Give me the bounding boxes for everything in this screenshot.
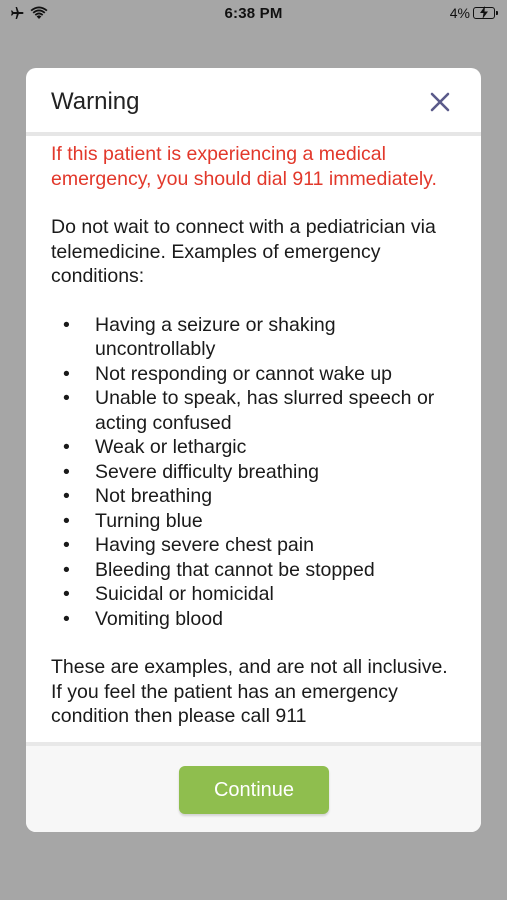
bullet: •: [63, 313, 70, 336]
emergency-warning-text: If this patient is experiencing a medical emergency, you should dial 911 immediately.: [51, 143, 437, 190]
list-item-text: Unable to speak, has slurred speech or acting confused: [95, 387, 435, 434]
dialog-footer: [26, 742, 481, 832]
bullet: •: [63, 558, 70, 581]
continue-button[interactable]: Continue: [179, 766, 329, 814]
list-item: [51, 509, 461, 534]
bullet: •: [63, 607, 70, 630]
bullet: •: [63, 509, 70, 532]
status-bar: [0, 0, 507, 30]
list-item: [51, 386, 461, 435]
bullet: •: [63, 534, 70, 556]
dialog-title: Warning: [51, 88, 140, 115]
list-item-text: Having a seizure or shaking uncontrollably: [95, 313, 336, 360]
list-item: [51, 484, 461, 509]
dialog-body[interactable]: [51, 142, 461, 734]
list-item: [51, 607, 461, 632]
close-button[interactable]: [427, 89, 453, 115]
dialog-header: [26, 68, 481, 136]
list-item-text: Having severe chest pain: [95, 534, 314, 556]
warning-dialog: [26, 68, 481, 832]
bullet: •: [63, 460, 70, 483]
list-item-text: Suicidal or homicidal: [95, 583, 274, 605]
emergency-examples-list: [51, 313, 461, 632]
list-item-text: Weak or lethargic: [95, 436, 247, 458]
list-item: [51, 533, 461, 558]
list-item: [51, 313, 461, 362]
list-item: [51, 362, 461, 387]
list-item-text: Severe difficulty breathing: [95, 460, 320, 483]
battery-percent: 4%: [449, 5, 470, 21]
bullet: •: [63, 436, 70, 458]
status-right: [450, 5, 495, 21]
bullet: •: [63, 583, 70, 605]
list-item: [51, 582, 461, 607]
list-item-text: Not breathing: [95, 485, 213, 507]
battery-charging-icon: [473, 7, 495, 19]
status-time: 6:38 PM: [224, 5, 283, 22]
bullet: •: [63, 485, 70, 507]
list-item-text: Not responding or cannot wake up: [95, 362, 393, 385]
intro-text: Do not wait to connect with a pediatrician via telemedicine. Examples of emergency conditions:: [51, 216, 436, 287]
list-item-text: Turning blue: [95, 509, 203, 532]
list-item-text: Vomiting blood: [95, 607, 223, 630]
bullet: •: [63, 362, 70, 385]
bullet: •: [63, 387, 70, 409]
list-item: [51, 435, 461, 460]
list-item: [51, 558, 461, 583]
closing-text: These are examples, and are not all inclusive. If you feel the patient has an emergency condition then please call 911: [51, 656, 448, 727]
list-item: [51, 460, 461, 485]
list-item-text: Bleeding that cannot be stopped: [95, 558, 375, 581]
close-icon: [427, 89, 453, 115]
